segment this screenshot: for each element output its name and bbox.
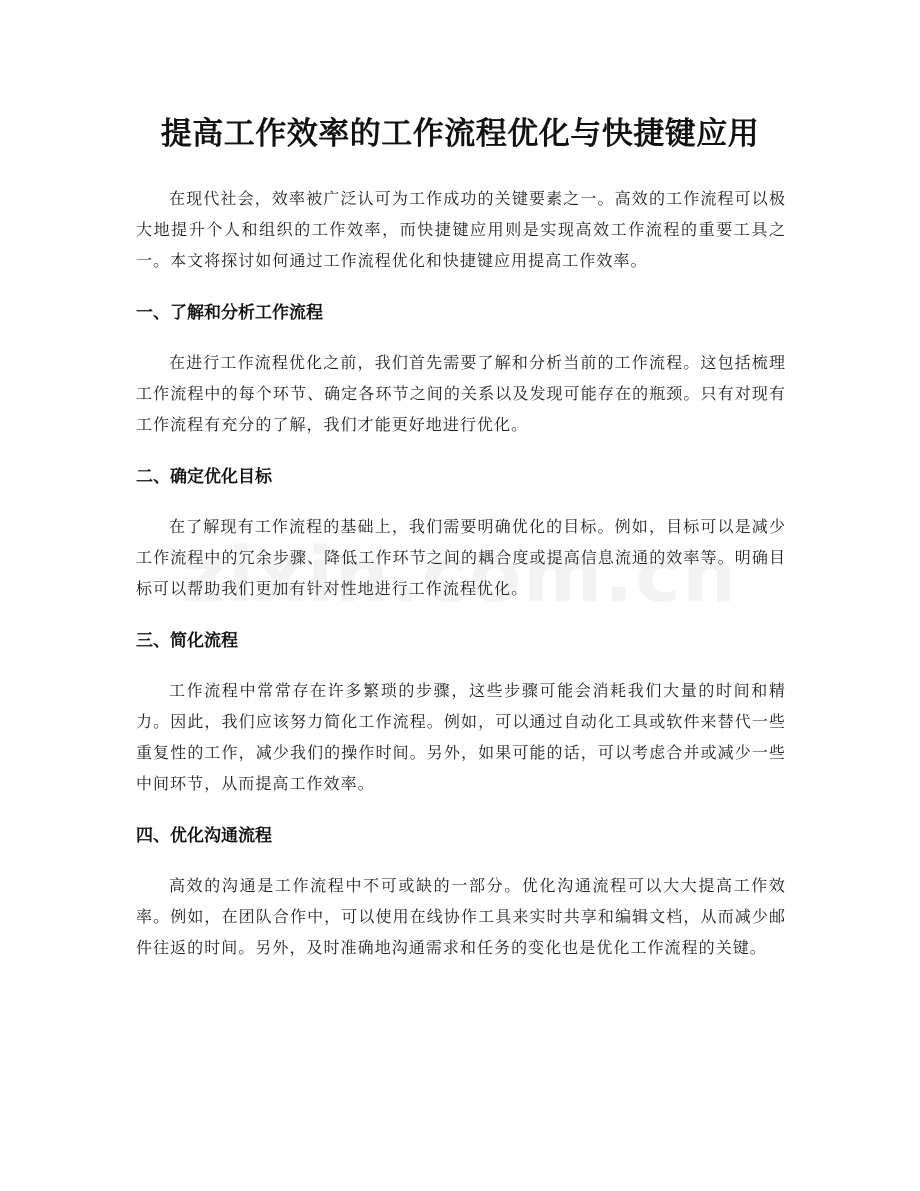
section-heading-1: 一、了解和分析工作流程: [136, 303, 323, 323]
page-title: 提高工作效率的工作流程优化与快捷键应用: [160, 116, 760, 152]
intro-paragraph: 在现代社会，效率被广泛认可为工作成功的关键要素之一。高效的工作流程可以极大地提升个人和组织的工作效率，而快捷键应用则是实现高效工作流程的重要工具之一。本文将探讨如何通过工作流程优化和快捷键应用提高工作效率。: [136, 189, 786, 270]
section-paragraph-3: 工作流程中常常存在许多繁琐的步骤，这些步骤可能会消耗我们大量的时间和精力。因此，我们应该努力简化工作流程。例如，可以通过自动化工具或软件来替代一些重复性的工作，减少我们的操作时间。另外，如果可能的话，可以考虑合并或减少一些中间环节，从而提高工作效率。: [136, 681, 786, 793]
section-paragraph-2: 在了解现有工作流程的基础上，我们需要明确优化的目标。例如，目标可以是减少工作流程中的冗余步骤、降低工作环节之间的耦合度或提高信息流通的效率等。明确目标可以帮助我们更加有针对性地进行工作流程优化。: [136, 517, 786, 598]
section-heading-3: 三、简化流程: [136, 631, 238, 651]
section-paragraph-4: 高效的沟通是工作流程中不可或缺的一部分。优化沟通流程可以大大提高工作效率。例如，在团队合作中，可以使用在线协作工具来实时共享和编辑文档，从而减少邮件往返的时间。另外，及时准确地沟通需求和任务的变化也是优化工作流程的关键。: [136, 876, 786, 957]
section-heading-2: 二、确定优化目标: [136, 467, 272, 487]
section-paragraph-1: 在进行工作流程优化之前，我们首先需要了解和分析当前的工作流程。这包括梳理工作流程中的每个环节、确定各环节之间的关系以及发现可能存在的瓶颈。只有对现有工作流程有充分的了解，我们才能更好地进行优化。: [136, 353, 786, 434]
section-heading-4: 四、优化沟通流程: [136, 826, 272, 846]
document-body: [136, 183, 786, 963]
